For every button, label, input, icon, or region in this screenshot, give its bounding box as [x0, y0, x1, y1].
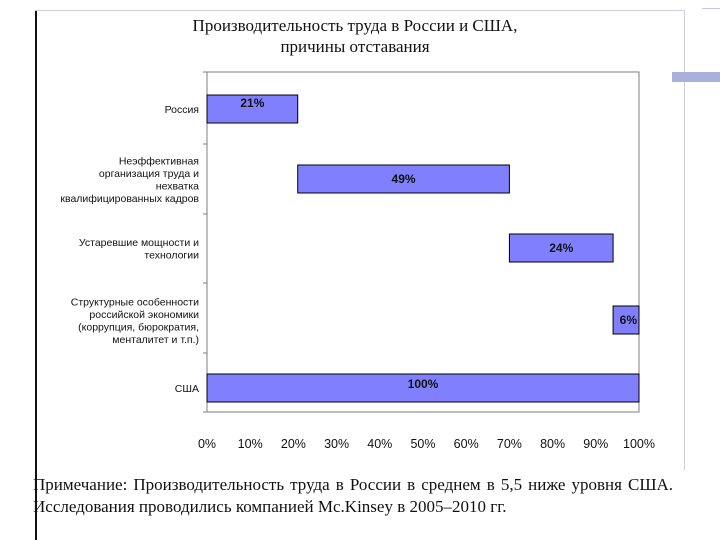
x-axis-tick-label: 20%: [280, 437, 306, 451]
category-label: российской экономики: [89, 308, 199, 321]
category-label: Структурные особенности: [70, 296, 199, 309]
slide-decoration-corner: [702, 8, 720, 105]
x-axis-tick-label: 10%: [237, 437, 263, 451]
x-axis-tick-label: 100%: [623, 437, 655, 451]
bar-value-label: 100%: [407, 377, 439, 391]
bar-value-label: 21%: [240, 96, 265, 110]
x-axis-tick-label: 60%: [453, 437, 479, 451]
slide-title-line-2: причины отставания: [280, 37, 430, 56]
category-label: технологии: [144, 249, 199, 262]
category-label: организация труда и: [98, 167, 199, 180]
category-label: США: [174, 383, 199, 395]
x-axis-tick-label: 40%: [367, 437, 393, 451]
slide-title: [40, 15, 670, 57]
bar-value-label: 49%: [391, 172, 416, 186]
category-label: (коррупция, бюрократия,: [78, 321, 199, 334]
x-axis-tick-label: 90%: [583, 437, 609, 451]
slide-title-line-1: Производительность труда в России и США,: [192, 16, 518, 35]
x-axis-tick-label: 70%: [496, 437, 522, 451]
category-label: Россия: [164, 104, 199, 116]
x-axis-tick-label: 30%: [324, 437, 350, 451]
bar-value-label: 24%: [549, 241, 574, 255]
bar-chart: [37, 62, 672, 470]
x-axis-tick-label: 0%: [197, 437, 217, 451]
x-axis-tick-label: 80%: [540, 437, 566, 451]
chart-area: [37, 62, 672, 470]
category-label: Неэффективная: [118, 155, 199, 168]
category-label: Устаревшие мощности и: [78, 236, 199, 249]
slide-frame-top-line: [35, 10, 685, 11]
category-label: квалифицированных кадров: [60, 192, 199, 205]
category-label: нехватка: [155, 180, 199, 193]
slide-decoration-side: [704, 130, 720, 530]
category-label: менталитет и т.п.): [112, 333, 199, 346]
footnote-text: Примечание: Производительность труда в России в среднем в 5,5 ниже уровня США. Исследования проводились компанией Mc.Kinsey в 2005–2010 гг.: [33, 475, 673, 516]
bar-value-label: 6%: [619, 313, 637, 327]
x-axis-tick-label: 50%: [410, 437, 436, 451]
